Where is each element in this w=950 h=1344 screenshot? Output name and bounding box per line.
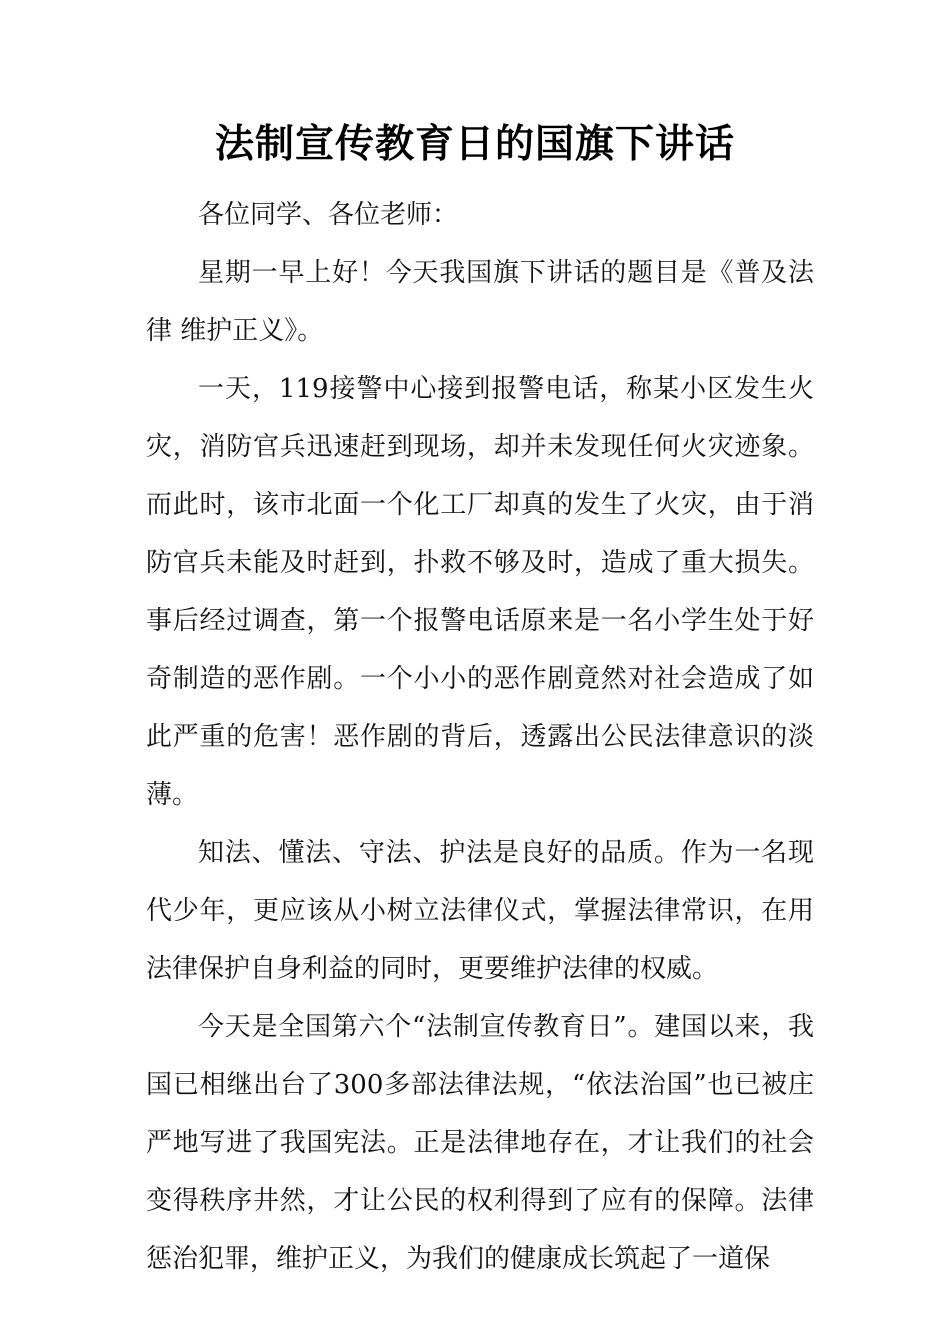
paragraph-greeting: 各位同学、各位老师： xyxy=(198,200,459,230)
paragraph-story: 一天，119接警中心接到报警电话，称某小区发生火灾，消防官兵迅速赶到现场，却并未发现任何火灾迹象。而此时，该市北面一个化工厂却真的发生了火灾，由于消防官兵未能及时赶到，扑救不够及时，造成了重大损失。事后经过调查，第一个报警电话原来是一名小学生处于好奇制造的恶作剧。一个小小的恶作剧竟然对社会造成了如此严重的危害！恶作剧的背后，透露出公民法律意识的淡薄。 xyxy=(146,374,814,810)
document-body xyxy=(146,186,814,1288)
document-title: 法制宣传教育日的国旗下讲话 xyxy=(214,121,735,167)
paragraph-law-day: 今天是全国第六个“法制宣传教育日”。建国以来，我国已相继出台了300多部法律法规，“依法治国”也已被庄严地写进了我国宪法。正是法律地存在，才让我们的社会变得秩序井然，才让公民的权利得到了应有的保障。法律惩治犯罪，维护正义，为我们的健康成长筑起了一道保 xyxy=(146,1012,814,1274)
paragraph-intro: 星期一早上好！今天我国旗下讲话的题目是《普及法律 维护正义》。 xyxy=(146,258,814,346)
paragraph-qualities: 知法、懂法、守法、护法是良好的品质。作为一名现代少年，更应该从小树立法律仪式，掌握法律常识，在用法律保护自身利益的同时，更要维护法律的权威。 xyxy=(146,838,814,984)
